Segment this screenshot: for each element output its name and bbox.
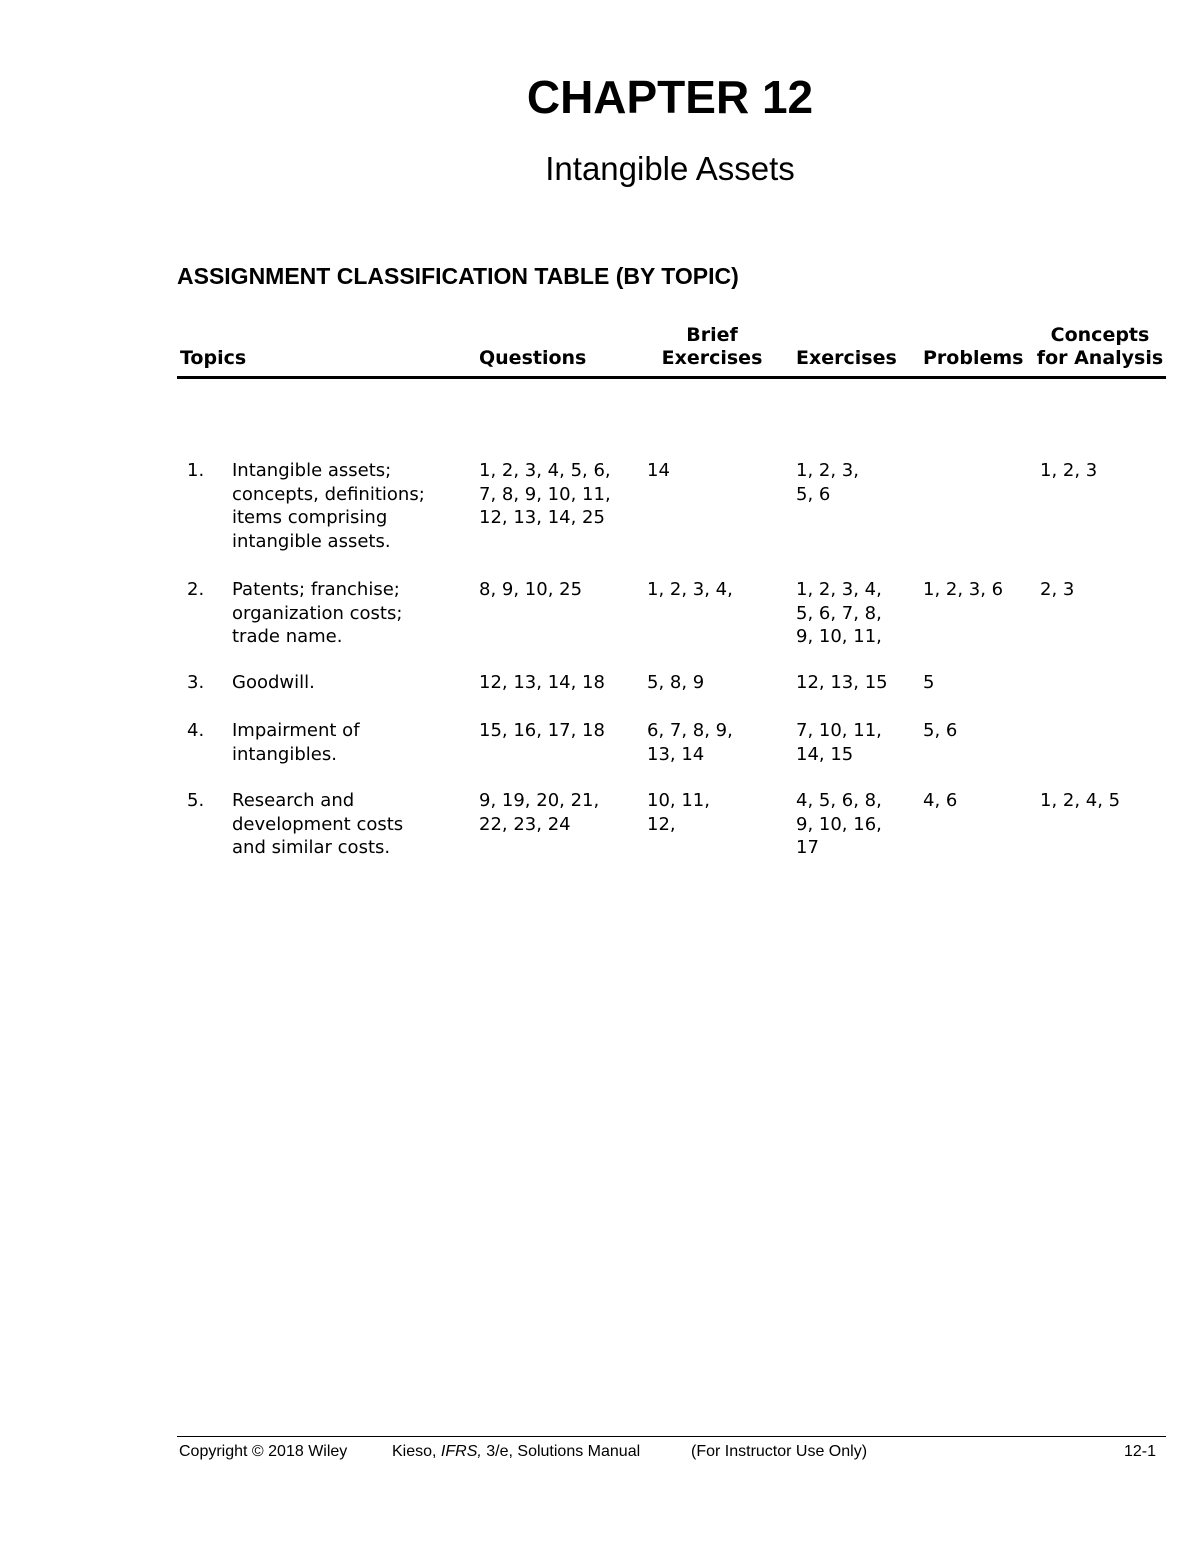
table-row xyxy=(177,578,1166,658)
row-brief-exercises xyxy=(647,671,787,695)
row-exercises-line: 5, 6 xyxy=(796,483,831,505)
row-exercises-line: 12, 13, 15 xyxy=(796,672,888,693)
row-topic xyxy=(232,789,472,860)
footer-copyright: Copyright © 2018 Wiley xyxy=(179,1443,348,1460)
header-exercises: Exercises xyxy=(796,347,897,369)
row-topic xyxy=(232,671,472,695)
row-brief-exercises-line: 14 xyxy=(647,460,670,481)
row-topic-line: Intangible assets; xyxy=(232,460,392,481)
row-exercises-line: 7, 10, 11, xyxy=(796,720,882,741)
footer-instructor-note: (For Instructor Use Only) xyxy=(691,1443,868,1460)
row-brief-exercises-line: 6, 7, 8, 9, xyxy=(647,720,733,741)
row-brief-exercises xyxy=(647,789,787,836)
row-exercises xyxy=(796,459,916,506)
row-questions xyxy=(479,789,639,836)
row-exercises xyxy=(796,789,916,860)
row-brief-exercises-line: 10, 11, xyxy=(647,790,710,811)
row-brief-exercises xyxy=(647,578,787,602)
row-exercises-line: 9, 10, 11, xyxy=(796,626,882,647)
row-topic xyxy=(232,578,472,649)
row-concepts xyxy=(1040,459,1160,483)
row-questions-line: 1, 2, 3, 4, 5, 6, xyxy=(479,460,611,481)
row-problems-line: 5, 6 xyxy=(923,720,958,741)
row-concepts xyxy=(1040,578,1160,602)
row-topic-line: development costs xyxy=(232,813,404,835)
row-topic-line: Patents; franchise; xyxy=(232,579,400,600)
row-exercises-line: 1, 2, 3, xyxy=(796,460,859,481)
row-topic-line: intangibles. xyxy=(232,743,337,765)
row-problems xyxy=(923,719,1033,743)
row-exercises-line: 5, 6, 7, 8, xyxy=(796,602,882,624)
row-number: 3. xyxy=(187,672,205,693)
row-topic-line: concepts, definitions; xyxy=(232,483,425,505)
row-concepts-line: 1, 2, 3 xyxy=(1040,460,1098,481)
row-questions-line: 12, 13, 14, 25 xyxy=(479,507,605,528)
footer-book-name: IFRS, xyxy=(440,1443,482,1460)
footer-book-title xyxy=(392,1443,640,1461)
row-topic-line: Goodwill. xyxy=(232,672,315,693)
row-problems-line: 1, 2, 3, 6 xyxy=(923,579,1004,600)
row-brief-exercises xyxy=(647,719,787,766)
row-problems xyxy=(923,671,1033,695)
header-concepts-for-analysis xyxy=(1035,324,1165,370)
row-topic-line: Impairment of xyxy=(232,720,360,741)
row-topic-line: trade name. xyxy=(232,626,343,647)
row-brief-exercises-line: 12, xyxy=(647,813,676,835)
page-number: 12-1 xyxy=(1124,1443,1157,1460)
row-topic-line: and similar costs. xyxy=(232,837,391,858)
chapter-title: CHAPTER 12 xyxy=(526,71,814,123)
row-problems-line: 5 xyxy=(923,672,935,693)
header-brief-exercises xyxy=(647,324,777,370)
row-exercises-line: 1, 2, 3, 4, xyxy=(796,579,882,600)
assignment-classification-table xyxy=(177,320,1166,858)
row-questions xyxy=(479,719,639,743)
row-questions-line: 7, 8, 9, 10, 11, xyxy=(479,483,611,505)
row-topic-line: Research and xyxy=(232,790,355,811)
row-brief-exercises-line: 13, 14 xyxy=(647,743,705,765)
row-questions-line: 8, 9, 10, 25 xyxy=(479,579,583,600)
row-questions-line: 9, 19, 20, 21, xyxy=(479,790,600,811)
header-problems: Problems xyxy=(923,347,1024,369)
row-number: 2. xyxy=(187,579,205,600)
row-brief-exercises-line: 5, 8, 9 xyxy=(647,672,705,693)
footer-divider xyxy=(177,1436,1166,1437)
row-problems xyxy=(923,578,1033,602)
row-exercises xyxy=(796,671,916,695)
row-exercises-line: 4, 5, 6, 8, xyxy=(796,790,882,811)
row-problems xyxy=(923,789,1033,813)
row-problems-line: 4, 6 xyxy=(923,790,958,811)
table-row xyxy=(177,671,1166,706)
table-row xyxy=(177,789,1166,889)
header-brief-line-1: Brief xyxy=(686,324,738,346)
row-number: 4. xyxy=(187,720,205,741)
row-brief-exercises xyxy=(647,459,787,483)
row-topic-line: items comprising xyxy=(232,507,388,528)
header-concepts-line-2: for Analysis xyxy=(1036,347,1164,369)
table-header xyxy=(177,320,1166,379)
row-number: 5. xyxy=(187,790,205,811)
table-row xyxy=(177,719,1166,779)
header-questions: Questions xyxy=(479,347,587,369)
footer-author: Kieso, xyxy=(392,1443,441,1460)
row-questions xyxy=(479,671,639,695)
row-concepts-line: 2, 3 xyxy=(1040,579,1075,600)
row-topic-line: organization costs; xyxy=(232,602,403,624)
header-brief-line-2: Exercises xyxy=(661,347,763,369)
row-questions-line: 15, 16, 17, 18 xyxy=(479,720,605,741)
footer-manual: Solutions Manual xyxy=(512,1443,641,1460)
header-concepts-line-1: Concepts xyxy=(1050,324,1150,346)
header-topics: Topics xyxy=(180,347,247,369)
row-topic xyxy=(232,459,472,553)
table-row xyxy=(177,459,1166,559)
row-number: 1. xyxy=(187,460,205,481)
row-concepts-line: 1, 2, 4, 5 xyxy=(1040,790,1121,811)
row-exercises xyxy=(796,719,916,766)
row-exercises-line: 14, 15 xyxy=(796,743,854,765)
row-questions-line: 22, 23, 24 xyxy=(479,813,571,835)
row-questions xyxy=(479,459,639,530)
row-exercises-line: 9, 10, 16, xyxy=(796,813,882,835)
footer-edition: 3/e, xyxy=(481,1443,513,1460)
row-topic-line: intangible assets. xyxy=(232,530,391,552)
row-questions xyxy=(479,578,639,602)
row-topic xyxy=(232,719,472,766)
section-heading: ASSIGNMENT CLASSIFICATION TABLE (BY TOPIC) xyxy=(177,263,739,289)
row-brief-exercises-line: 1, 2, 3, 4, xyxy=(647,579,733,600)
row-exercises xyxy=(796,578,916,649)
row-exercises-line: 17 xyxy=(796,837,819,858)
row-questions-line: 12, 13, 14, 18 xyxy=(479,672,605,693)
chapter-subtitle: Intangible Assets xyxy=(545,150,795,187)
row-concepts xyxy=(1040,789,1160,813)
